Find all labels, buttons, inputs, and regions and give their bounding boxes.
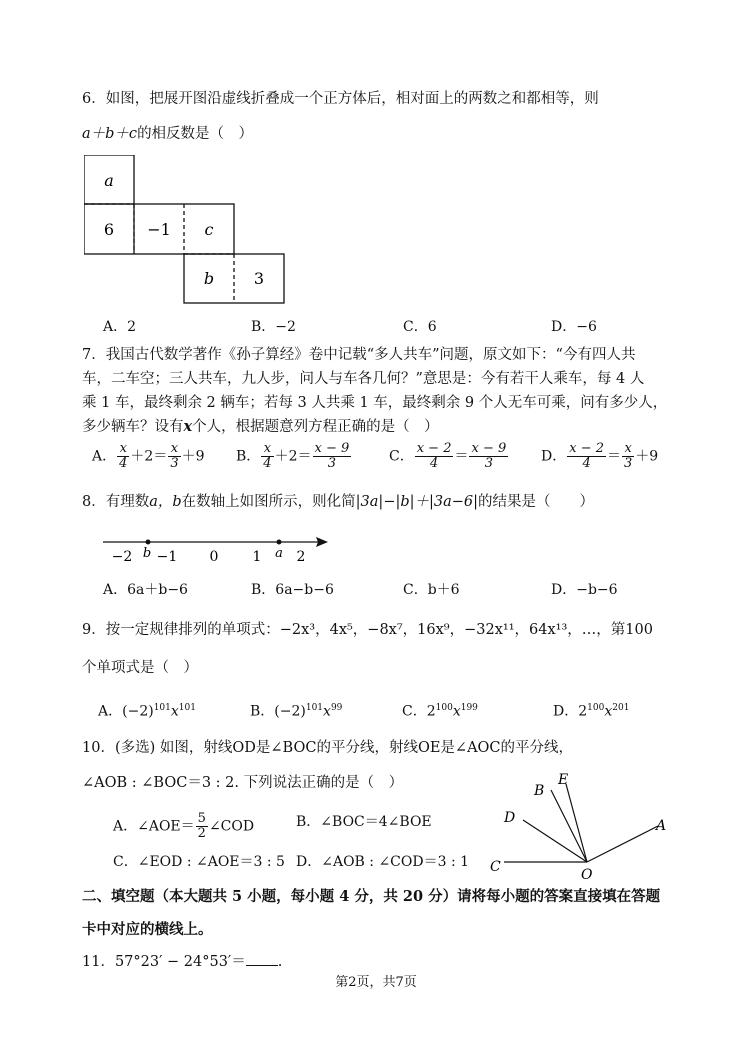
axis-tick-1: 1	[252, 549, 262, 565]
q10-line2: ∠AOB : ∠BOC＝3 : 2. 下列说法正确的是（ ）	[82, 775, 404, 791]
net-label-neg1: −1	[147, 220, 171, 239]
q7-option-a[interactable]: A． $\frac{x}{4}$ ＋2＝ $\frac{x}{3}$ ＋9	[92, 441, 205, 471]
q9-line2: 个单项式是（ ）	[82, 660, 198, 676]
q10-line1: 10．(多选) 如图，射线OD是∠BOC的平分线，射线OE是∠AOC的平分线，	[82, 740, 574, 756]
section2-line1: 二、填空题（本大题共 5 小题，每小题 4 分，共 20 分）请将每小题的答案直接填在答题	[82, 888, 661, 905]
q6-option-c[interactable]: C．6	[403, 319, 437, 335]
answer-blank[interactable]	[246, 951, 278, 966]
q6-option-b[interactable]: B．−2	[251, 319, 296, 335]
q10-option-a[interactable]: A．∠AOE＝ $\frac{5}{2}$ ∠COD	[113, 811, 255, 841]
q8-option-c[interactable]: C．b＋6	[403, 582, 460, 598]
q7-line3: 乘 1 车，最终剩余 2 辆车；若每 3 人共乘 1 车，最终剩余 9 个人无车可乘，问有多少人，	[82, 395, 668, 411]
q9-option-b[interactable]: B．$(-2)^{101}x^{99}$	[250, 703, 343, 720]
q10-option-b[interactable]: B．∠BOC＝4∠BOE	[296, 814, 432, 830]
axis-tick-2: 2	[296, 549, 306, 565]
axis-tick-0: 0	[209, 549, 219, 565]
q8-option-b[interactable]: B．6a−b−6	[251, 582, 334, 598]
axis-point-a: a	[275, 546, 283, 561]
axis-tick-neg2: −2	[111, 549, 133, 565]
q6-line1: 6．如图，把展开图沿虚线折叠成一个正方体后，相对面上的两数之和都相等，则	[82, 91, 599, 107]
q7-option-d[interactable]: D． $\frac{x - 2}{4}$ ＝ $\frac{x}{3}$ ＋9	[541, 441, 659, 471]
axis-tick-neg1: −1	[156, 549, 178, 565]
q9-option-c[interactable]: C．$2^{100}x^{199}$	[402, 703, 478, 720]
axis-point-b: b	[142, 546, 152, 561]
q7-line2: 车，二车空；三人共车，九人步，问人与车各几何？”意思是：今有若干人乘车，每 4 人	[82, 371, 645, 387]
section2-line2: 卡中对应的横线上。	[82, 921, 213, 938]
label-d: D	[504, 810, 516, 826]
page-footer: 第2页，共7页	[335, 975, 417, 990]
q9-option-d[interactable]: D．$2^{100}x^{201}$	[553, 703, 630, 720]
angle-figure	[486, 768, 676, 880]
q7-option-c[interactable]: C． $\frac{x - 2}{4}$ ＝ $\frac{x - 9}{3}$	[389, 441, 507, 471]
q9-option-a[interactable]: A．$(-2)^{101}x^{101}$	[98, 703, 196, 720]
q8-text: 8．有理数a，b在数轴上如图所示，则化简|3a|−|b|＋|3a−6|的结果是（ ）	[82, 494, 595, 510]
q6-option-a[interactable]: A．2	[103, 319, 137, 335]
q7-line4: 多少辆车？设有x个人，根据题意列方程正确的是（ ）	[82, 418, 439, 435]
q9-text: 9．按一定规律排列的单项式：−2x³，4x⁵，−8x⁷，16x⁹，−32x¹¹，64x¹³，…，第100	[82, 622, 653, 638]
label-e: E	[558, 772, 569, 788]
label-a: A	[656, 818, 667, 834]
net-label-a: a	[104, 171, 114, 190]
q11-text: 11．57°23′ − 24°53′＝ .	[82, 951, 282, 972]
label-o: O	[581, 867, 593, 880]
net-label-6: 6	[103, 220, 115, 239]
net-label-c: c	[204, 220, 214, 239]
q8-option-d[interactable]: D．−b−6	[551, 582, 618, 598]
cube-net-figure	[84, 155, 288, 307]
net-label-b: b	[203, 269, 215, 288]
q7-line1: 7．我国古代数学著作《孙子算经》卷中记载“多人共车”问题，原文如下：“今有四人共	[82, 347, 636, 363]
q6-line2: a＋b＋c的相反数是（ ）	[82, 126, 254, 142]
q10-option-d[interactable]: D．∠AOB : ∠COD＝3 : 1	[296, 854, 470, 870]
q8-option-a[interactable]: A．6a＋b−6	[103, 582, 188, 598]
label-c: C	[490, 859, 501, 875]
q6-option-d[interactable]: D．−6	[551, 319, 597, 335]
number-line-figure	[98, 528, 334, 568]
q10-option-c[interactable]: C．∠EOD : ∠AOE＝3 : 5	[113, 854, 285, 870]
net-label-3: 3	[253, 269, 265, 288]
label-b: B	[534, 783, 545, 799]
q7-option-b[interactable]: B． $\frac{x}{4}$ ＋2＝ $\frac{x - 9}{3}$	[236, 441, 350, 471]
